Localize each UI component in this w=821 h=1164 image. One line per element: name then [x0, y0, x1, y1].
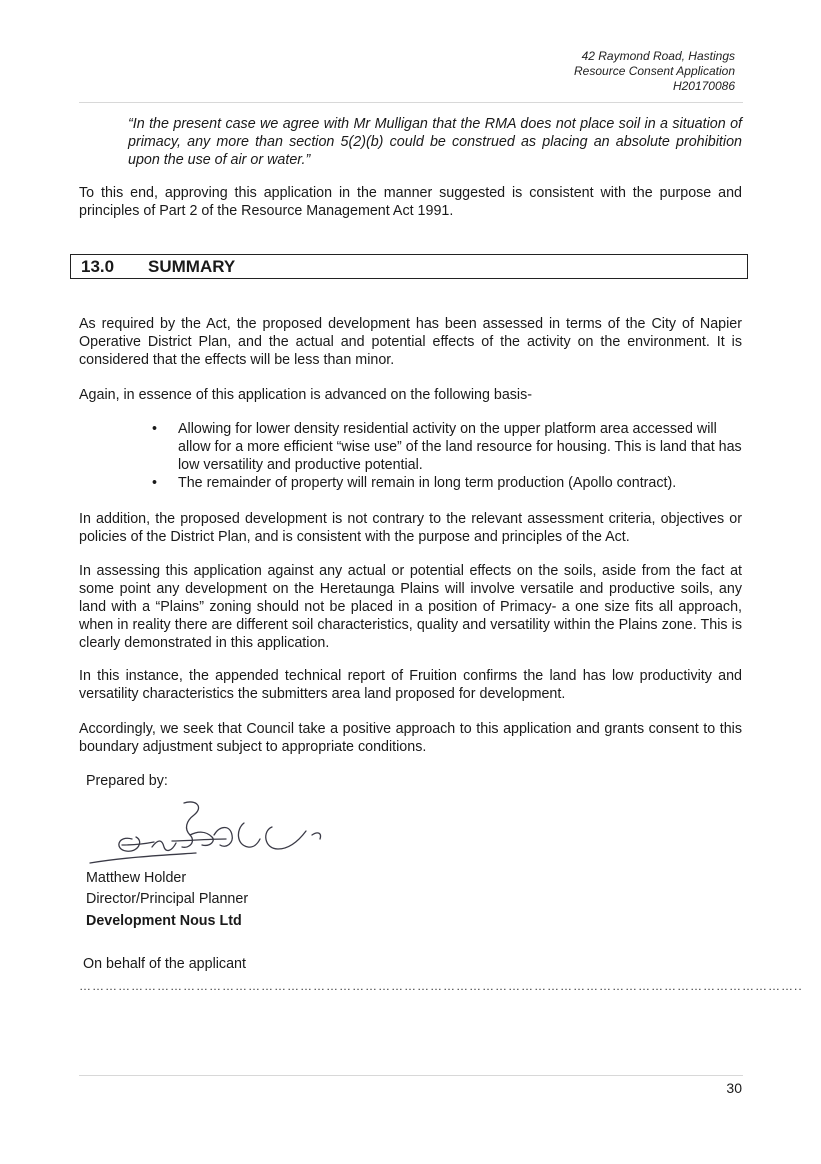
handwritten-signature [86, 795, 346, 867]
header-reference: H20170086 [672, 79, 735, 93]
block-quote: “In the present case we agree with Mr Mulligan that the RMA does not place soil in a situation of primacy, any more than section 5(2)(b) could be construed as placing an absolute prohibition upon the use of air or water.” [128, 116, 742, 168]
section-heading-box [70, 254, 748, 279]
paragraph-council: Accordingly, we seek that Council take a positive approach to this application and grants consent to this boundary adjustment subject to appropriate conditions. [79, 721, 742, 755]
signatory-company: Development Nous Ltd [86, 913, 242, 929]
footer-divider [79, 1075, 743, 1076]
list-item [148, 474, 742, 492]
section-title: SUMMARY [148, 257, 236, 276]
header-address: 42 Raymond Road, Hastings [581, 49, 735, 63]
section-number: 13.0 [81, 257, 115, 276]
page-header [574, 49, 735, 94]
bullet-text: The remainder of property will remain in long term production (Apollo contract). [178, 475, 677, 491]
page-number: 30 [726, 1080, 742, 1096]
on-behalf-label: On behalf of the applicant [83, 956, 246, 972]
list-item [148, 420, 742, 474]
bullet-icon: • [152, 421, 158, 437]
paragraph-assessment: As required by the Act, the proposed development has been assessed in terms of the City of Napier Operative District Plan, and the actual and potential effects of the activity on the environment. It is considered that the effects will be less than minor. [79, 316, 742, 368]
bullet-text: Allowing for lower density residential activity on the upper platform area accessed will allow for a more efficient “wise use” of the land resource for housing. This is land that has low versatility and productive potential. [178, 421, 742, 473]
bullet-icon: • [152, 475, 158, 491]
header-document-type: Resource Consent Application [574, 64, 735, 78]
paragraph-fruition: In this instance, the appended technical report of Fruition confirms the land has low productivity and versatility characteristics the submitters area land proposed for development. [79, 668, 742, 702]
paragraph-part2: To this end, approving this application in the manner suggested is consistent with the purpose and principles of Part 2 of the Resource Management Act 1991. [79, 185, 742, 219]
basis-bullet-list [148, 420, 742, 492]
signature-dotted-line: ………………………………………………………………………………………………………………………………………………….. [79, 979, 803, 993]
signatory-name: Matthew Holder [86, 870, 187, 886]
prepared-by-label: Prepared by: [86, 773, 168, 789]
paragraph-basis: Again, in essence of this application is advanced on the following basis- [79, 387, 533, 403]
header-divider [79, 102, 743, 103]
signatory-role: Director/Principal Planner [86, 891, 249, 907]
paragraph-soils: In assessing this application against any actual or potential effects on the soils, aside from the fact at some point any development on the Heretaunga Plains will involve versatile and productive soils, any land with a “Plains” zoning should not be placed in a position of Primacy- a one size fits all approach, when in reality there are different soil characteristics, quality and versatility within the Plains zone. This is clearly demonstrated in this application. [79, 563, 742, 651]
paragraph-not-contrary: In addition, the proposed development is not contrary to the relevant assessment criteria, objectives or policies of the District Plan, and is consistent with the purpose and principles of the Act. [79, 511, 742, 545]
